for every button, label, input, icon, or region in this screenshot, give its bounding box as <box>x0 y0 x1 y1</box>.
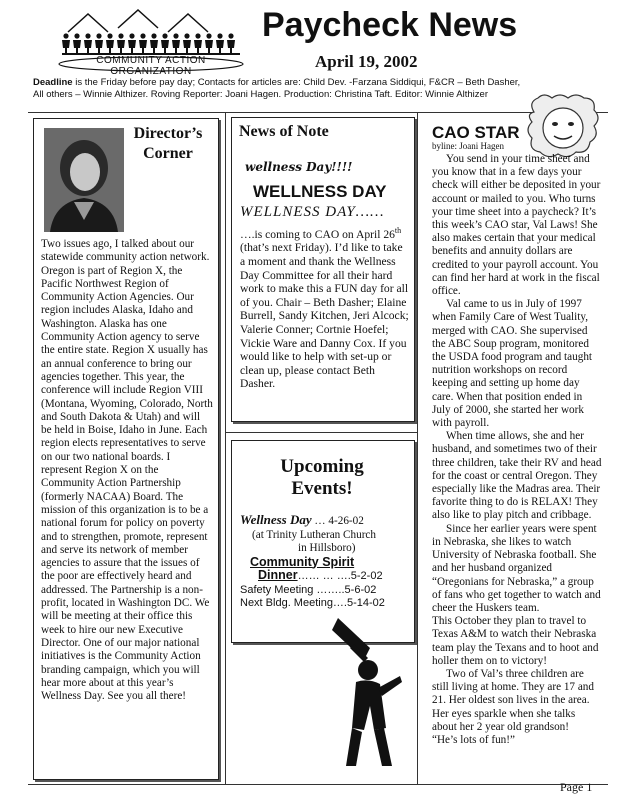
logo-person-body <box>128 40 136 54</box>
event-spirit-dinner <box>240 569 410 584</box>
column-divider-top <box>28 112 608 113</box>
logo-person-body <box>139 40 147 54</box>
events-heading-line-1: Upcoming <box>280 456 364 477</box>
logo-person-body <box>194 40 202 54</box>
logo-person-body <box>84 40 92 54</box>
column-divider-right <box>417 112 418 784</box>
logo-person-head <box>129 33 134 38</box>
contacts-line-1: is the Friday before pay day; Contacts for articles are: Child Dev. -Farzana Siddiqui, F&CR – Beth Dasher, <box>72 77 521 88</box>
directors-corner-text: Two issues ago, I talked about our statewide community action network. Oregon is part of Region X, the Pacific Northwest Region of Community Action Agencies. Our region includes Alaska, Idaho and Washington. Alaska has one Community Action agency to serve the entire state. Region X usually has an annual conference to bring our agencies together. This year, the conference will include Region VIII (Montana, Wyoming, Colorado, North and South Dakota & Utah) and will be held in Boise, Idaho in June. Each region elects representatives to serve on our two national boards. I represent Region X on the Community Action Partnership (formerly NACAA) Board. The mission of this organization is to be a national forum for policy on poverty and to strengthen, promote, represent and serve its network of member agencies to assure that the issues of the poor are effectively heard and addressed. The Partnership is a non-profit, located in Washington DC. We will be meeting at their office this week to hire our new Executive Director. One of our major national initiatives is the Community Action branding campaign, which you will hear more about at this year’s Wellness Day. See you all there! <box>41 238 213 703</box>
star-paragraph-1: You send in your time sheet and you know that in a few days your check will either be deposited in your account or mailed to you. Who turns your time sheet into a paycheck? It’s this week’s CAO star, Val Laws! She also makes certain that your medical benefits and annuity dollars are credited to your payroll account. You can find her hard at work in the fiscal office. <box>432 153 601 298</box>
news-text-part-1: ….is coming to CAO on April 26 <box>240 227 395 241</box>
issue-date: April 19, 2002 <box>315 52 418 71</box>
logo-person-head <box>63 33 68 38</box>
logo-person-head <box>195 33 200 38</box>
logo-person-body <box>62 40 70 54</box>
event-wellness-label: Wellness Day <box>240 512 312 527</box>
news-of-note-text <box>240 224 410 391</box>
event-wellness-location-2: in Hillsboro) <box>298 542 356 554</box>
logo-person-head <box>96 33 101 38</box>
event-wellness-date: … 4-26-02 <box>311 515 364 527</box>
event-wellness-location-1: (at Trinity Lutheran Church <box>252 528 376 541</box>
cao-star-text <box>432 153 602 747</box>
logo-person-head <box>140 33 145 38</box>
star-paragraph-4: Since her earlier years were spent in Nebraska, she likes to watch University of Nebraska football. She and her husband organized “Oregonians for Nebraska,” a group of fans who get together to watch and cheer the Huskers team. <box>432 522 601 614</box>
page-number: Page 1 <box>560 780 593 794</box>
wellness-day-script-2: WELLNESS DAY…… <box>240 204 385 220</box>
logo-person-body <box>172 40 180 54</box>
news-text-sup: th <box>394 226 402 235</box>
upcoming-events-heading <box>238 456 406 500</box>
logo-person-head <box>85 33 90 38</box>
logo-person-body <box>150 40 158 54</box>
star-paragraph-3: When time allows, she and her husband, and sometimes two of their three children, take their RV and head for the coast or central Oregon. They especially like the Madras area. Their favorite thing to do is RELAX! They also like to play pitch and cribbage. <box>432 430 602 522</box>
logo-person-body <box>161 40 169 54</box>
star-paragraph-2: Val came to us in July of 1997 when Family Care of West Tuality, merged with CAO. She supervised the ABC Soup program, monitored the USDA food program and taught nutrition workshops on record keeping and setting up home day care. When that position ended in July of 2000, she started her work with payroll. <box>432 298 593 430</box>
logo-person-head <box>184 33 189 38</box>
wellness-day-script-1: wellness Day!!!! <box>245 160 353 174</box>
contacts-line-2: All others – Winnie Althizer. Roving Reporter: Joani Hagen. Production: Christina Taft. Editor: Winnie Althizer <box>33 89 488 100</box>
star-paragraph-7: “He’s lots of fun!” <box>432 733 515 746</box>
logo-person-head <box>173 33 178 38</box>
column-divider-bottom <box>28 784 608 785</box>
logo-person-body <box>183 40 191 54</box>
bullhorn-figure-icon <box>330 618 414 768</box>
news-text-part-2: (that’s next Friday). I’d like to take a moment and thank the Wellness Day Committee for all their hard work to make this a FUN day for all of you. Chair – Beth Dasher; Elaine Burrell, Sandy Kitchen, Jeri Alcock; Valerie Conner; Cortnie Hoefel; Vickie Ware and Danny Cox. If you would like to help with set-up or clean up, please contact Beth Dasher. <box>240 241 409 391</box>
director-photo <box>44 128 124 232</box>
contacts-info <box>33 77 593 101</box>
cao-star-heading: CAO STAR <box>432 123 520 142</box>
heading-line-1: Director’s <box>133 125 203 142</box>
deadline-label: Deadline <box>33 77 73 88</box>
logo-person-body <box>73 40 81 54</box>
center-section-divider <box>225 432 417 433</box>
logo-person-head <box>151 33 156 38</box>
logo-person-head <box>162 33 167 38</box>
events-heading-line-2: Events! <box>291 478 353 499</box>
logo-person-head <box>228 33 233 38</box>
logo-text: COMMUNITY ACTION ORGANIZATION <box>96 55 206 77</box>
cartoon-face-icon <box>524 92 602 160</box>
logo-person-head <box>118 33 123 38</box>
event-spirit-label-2: Dinner <box>258 568 298 582</box>
column-divider-left <box>225 112 226 784</box>
logo-person-head <box>107 33 112 38</box>
logo-person-body <box>106 40 114 54</box>
logo-person-body <box>216 40 224 54</box>
events-list <box>240 513 410 611</box>
newsletter-title: Paycheck News <box>262 6 518 44</box>
event-safety-meeting: Safety Meeting ……..5-6-02 <box>240 583 377 596</box>
event-wellness-day <box>240 513 410 529</box>
event-spirit-label-1: Community Spirit <box>250 554 355 569</box>
news-of-note-heading: News of Note <box>239 123 329 140</box>
wellness-day-bold: WELLNESS DAY <box>253 182 387 201</box>
logo-person-body <box>227 40 235 54</box>
cao-star-byline: byline: Joani Hagen <box>432 141 504 151</box>
directors-corner-heading <box>128 124 208 164</box>
event-building-meeting: Next Bldg. Meeting….5-14-02 <box>240 597 385 609</box>
logo-person-head <box>206 33 211 38</box>
logo-person-body <box>95 40 103 54</box>
event-spirit-date: …… … ….5-2-02 <box>297 570 383 582</box>
logo-person-body <box>117 40 125 54</box>
logo-person-head <box>74 33 79 38</box>
heading-line-2: Corner <box>143 145 193 162</box>
logo-person-body <box>205 40 213 54</box>
star-paragraph-5: This October they plan to travel to Texas A&M to watch their Nebraska team play the Texans and to hoot and holler them on to victory! <box>432 615 599 667</box>
star-paragraph-6: Two of Val’s three children are still living at home. They are 17 and 21. Her oldest son lives in the area. Her eyes sparkle when she talks about her 2 year old grandson! <box>432 667 594 733</box>
logo-person-head <box>217 33 222 38</box>
